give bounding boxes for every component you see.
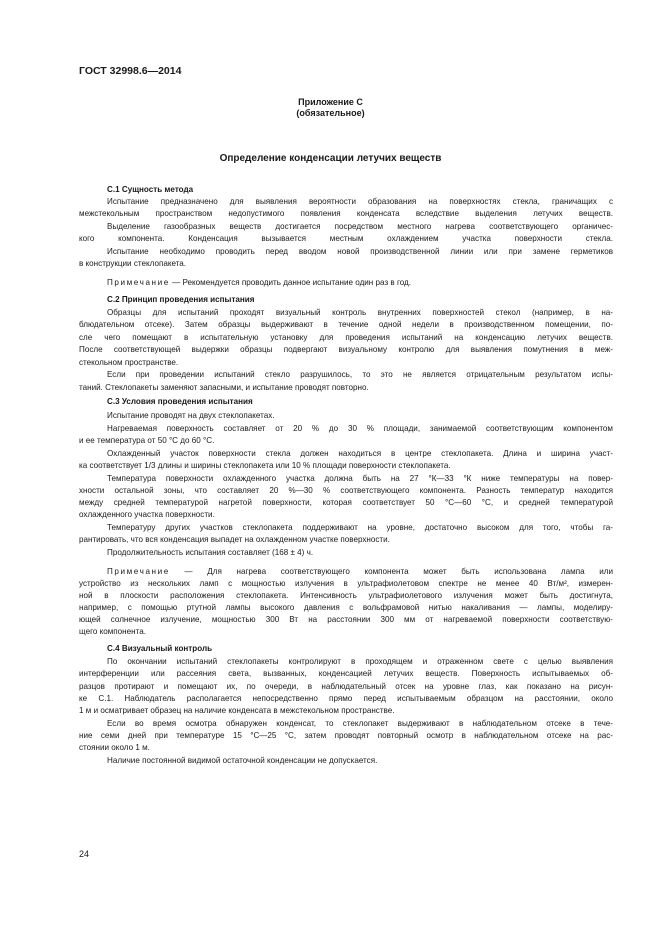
text-line: межстекольным пространством недопустимого появления конденсата вследствие выделения летучих веществ. <box>79 209 613 218</box>
appendix-label: Приложение С <box>298 97 363 107</box>
text-line: устройство из нескольких ламп с мощностью излучения в ультрафиолетовом спектре не менее 40 Вт/м², измерен- <box>79 579 613 588</box>
note-text: — Для нагрева соответствующего компонента может быть использована лампа или <box>169 567 613 576</box>
text-line: таний. Стеклопакеты заменяют запасными, и испытание проводят повторно. <box>79 383 369 392</box>
text-line: Наличие постоянной видимой остаточной конденсации не допускается. <box>107 756 378 765</box>
text-line: Если при проведении испытаний стекло разрушилось, то это не является отрицательным результатом испы- <box>107 370 613 379</box>
text-line: Если во время осмотра обнаружен конденсат, то стеклопакет выдерживают в наблюдательном отсеке в тече- <box>107 719 613 728</box>
text-line: ка соответствует 1/3 длины и ширины стеклопакета или 10 % площади поверхности стеклопакета. <box>79 461 451 470</box>
text-line: ке С.1. Наблюдатель располагается непосредственно прямо перед испытываемым образцом на расстоянии, около <box>79 694 613 703</box>
text-line: Испытание предназначено для выявления вероятности образования на поверхностях стекла, граничащих с <box>107 197 613 206</box>
text-line: блюдательном отсеке). Затем образцы выдерживают в течение одной недели в производственном помещении, по- <box>79 320 613 329</box>
text-line: Охлажденный участок поверхности стекла должен находиться в центре стеклопакета. Длина и ширина участ- <box>107 449 613 458</box>
text-line: Образцы для испытаний проходят визуальный контроль внутренних поверхностей стекол (например, в на- <box>107 308 613 317</box>
section-heading-c2: С.2 Принцип проведения испытания <box>107 295 255 304</box>
text-line: щего компонента. <box>79 627 146 636</box>
text-line: рантировать, что вся конденсация выпадет на охлажденном участке поверхности. <box>79 535 390 544</box>
text-line: интерференции или рассеяния света, вызванных, конденсацией летучих веществ. Поверхность испытываемых об- <box>79 669 613 678</box>
text-line: ющей солнечное излучение, мощностью 300 Вт на расстоянии 300 мм от нагреваемой поверхности соответствую- <box>79 615 613 624</box>
text-line: Испытание необходимо проводить перед вводом новой производственной линии или при замене герметиков <box>107 247 613 256</box>
text-line: Выделение газообразных веществ достигается посредством местного нагрева соответствующего органичес- <box>107 222 613 231</box>
appendix-status: (обязательное) <box>296 108 365 118</box>
text-line: ние семи дней при температуре 15 °С—25 °С, затем проводят повторный осмотр в наблюдательном отсеке на рас- <box>79 731 613 740</box>
text-line: Продолжительность испытания составляет (168 ± 4) ч. <box>107 548 314 557</box>
text-line: между средней температурой нагретой поверхности, которая соответствует 50 °С—60 °С, и средней температурой <box>79 498 613 507</box>
standard-designation: ГОСТ 32998.6—2014 <box>79 65 182 77</box>
text-line: в конструкции стеклопакета. <box>79 259 187 268</box>
text-line: Испытание проводят на двух стеклопакетах. <box>107 411 275 420</box>
text-line: хности остальной зоны, что составляет 20 %—30 % соответствующего компонента. Разность температур находится <box>79 486 613 495</box>
text-line: ной в плоскости расположения стеклопакета. Интенсивность ультрафиолетового излучения может быть достигнута, <box>79 591 613 600</box>
text-line: кого компонента. Конденсация вызывается местным охлаждением участка поверхности стекла. <box>79 234 613 243</box>
text-line: охлажденного участка поверхности. <box>79 510 215 519</box>
note-c1 <box>107 277 613 288</box>
note-label: Примечание <box>107 567 170 576</box>
page-number: 24 <box>79 849 90 859</box>
text-line: 1 м и осматривает образец на наличие конденсата в межстекольном пространстве. <box>79 706 395 715</box>
text-line: Нагреваемая поверхность составляет от 20 % до 30 % площади, занимаемой соответствующим компонентом <box>107 424 613 433</box>
appendix-title: Определение конденсации летучих веществ <box>219 153 442 164</box>
note-text: — Рекомендуется проводить данное испытание один раз в год. <box>169 278 412 287</box>
text-line: и ее температура от 50 °С до 60 °С. <box>79 436 215 445</box>
text-line: После соответствующей выдержки образцы подвергают визуальному контролю для выявления помутнения в меж- <box>79 345 613 354</box>
note-c3 <box>107 566 613 577</box>
text-line: Температура поверхности охлажденного участка должна быть на 27 °К—33 °К ниже температуры на повер- <box>107 474 613 483</box>
text-line: например, с помощью ртутной лампы высокого давления с вольфрамовой нитью накаливания — лампы, моделиру- <box>79 603 613 612</box>
text-line: стекольном пространстве. <box>79 358 179 367</box>
text-line: разцов протирают и помещают их, по очереди, в наблюдательный отсек на уровне глаз, как показано на рисун- <box>79 682 613 691</box>
note-label: Примечание <box>107 278 170 287</box>
section-heading-c1: С.1 Сущность метода <box>107 185 194 194</box>
text-line: Температуру других участков стеклопакета поддерживают на уровне, достаточно высоком для того, чтобы га- <box>107 523 613 532</box>
section-heading-c3: С.3 Условия проведения испытания <box>107 397 253 406</box>
text-line: По окончании испытаний стеклопакеты контролируют в проходящем и отраженном свете с целью выявления <box>107 657 613 666</box>
text-line: сле чего помещают в испытательную установку для проведения испытаний на конденсацию летучих веществ. <box>79 333 613 342</box>
text-line: стоянии около 1 м. <box>79 743 150 752</box>
section-heading-c4: С.4 Визуальный контроль <box>107 644 213 653</box>
